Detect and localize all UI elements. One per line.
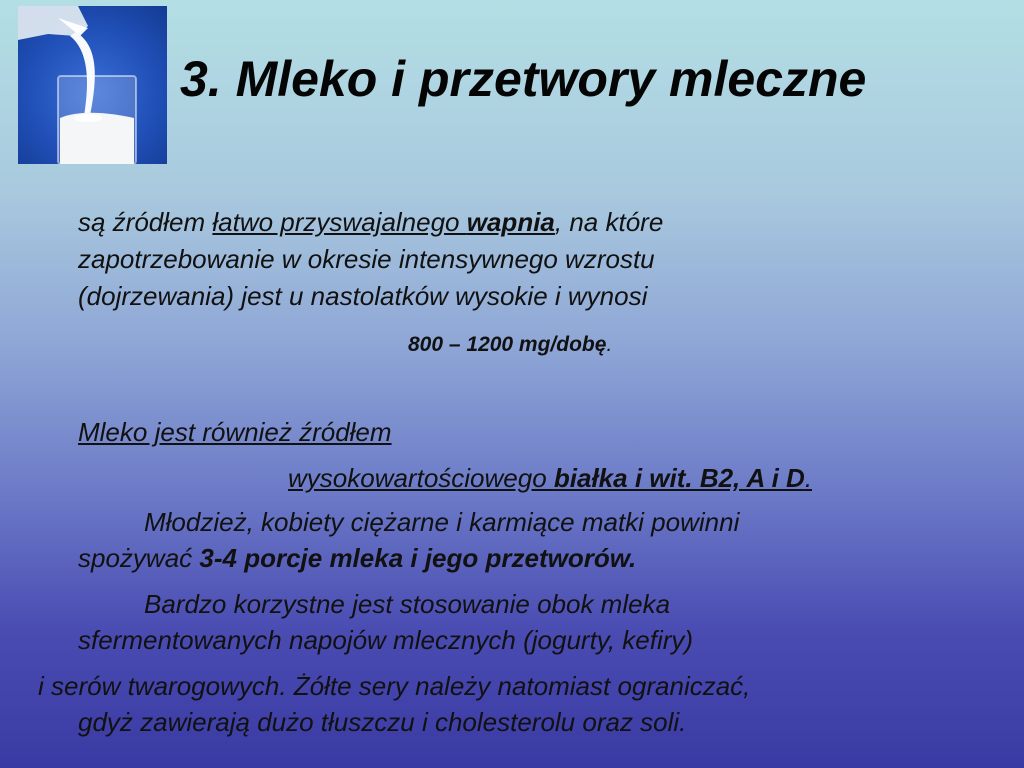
paragraph-1-line-2: zapotrzebowanie w okresie intensywnego wzrostu: [78, 244, 655, 274]
dose-value: 800 – 1200 mg/dobę: [408, 333, 607, 356]
p3-portions-keyword: 3-4 porcje mleka i jego przetworów.: [199, 543, 637, 573]
paragraph-1-line-1: [78, 204, 663, 240]
p1-text-a: są źródłem: [78, 207, 213, 237]
paragraph-4-line-3: i serów twarogowych. Żółte sery należy natomiast ograniczać,: [38, 671, 751, 701]
dose-end: .: [606, 333, 613, 356]
p1-underlined-text: łatwo przyswajalnego: [212, 207, 467, 237]
p2-underlined-text: wysokowartościowego: [288, 463, 554, 493]
paragraph-2-line-2: [288, 460, 812, 496]
paragraph-4-line-1: Bardzo korzystne jest stosowanie obok mleka: [144, 589, 671, 619]
p1-text-b: , na które: [554, 207, 664, 237]
milk-glass-icon: [18, 6, 167, 164]
paragraph-3-line-1: Młodzież, kobiety ciężarne i karmiące matki powinni: [144, 507, 740, 537]
dose-line: [408, 327, 612, 360]
p3-text-a: spożywać: [78, 543, 200, 573]
p2-protein-keyword: białka i wit. B2, A i D: [553, 463, 805, 493]
paragraph-1-line-3: (dojrzewania) jest u nastolatków wysokie i wynosi: [78, 281, 648, 311]
milk-pour-image: [18, 6, 167, 164]
paragraph-2-line-1: Mleko jest również źródłem: [78, 417, 392, 447]
paragraph-4-line-2: sfermentowanych napojów mlecznych (jogurty, kefiry): [78, 625, 694, 655]
paragraph-3-line-2: [78, 540, 636, 576]
p2-end: .: [804, 463, 813, 493]
paragraph-4-line-4: gdyż zawierają dużo tłuszczu i cholesterolu oraz soli.: [78, 707, 687, 737]
slide-title: 3. Mleko i przetwory mleczne: [180, 51, 867, 107]
p1-calcium-keyword: wapnia: [466, 207, 555, 237]
